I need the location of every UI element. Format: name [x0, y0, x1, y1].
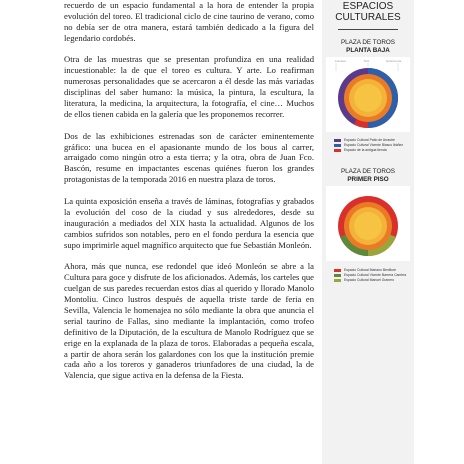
legend-label: Espacio de la antigua tienda	[344, 148, 387, 152]
paragraph-1: recuerdo de un espacio fundamental a la hora de entender la propia evolución del toreo. El tradicional ciclo de cine taurino de verano, como no debía ser de otra manera, estará también dedicado a la figura del legendario cordobés.	[64, 0, 314, 43]
sidebar-title-line2: CULTURALES	[335, 12, 401, 23]
plan-ground-floor	[326, 57, 410, 132]
panel-1-legend	[334, 138, 403, 153]
panel-2-title-line1: PLAZA DE TOROS	[340, 168, 395, 175]
panel-2-legend	[334, 268, 406, 283]
plan-first-floor	[326, 186, 410, 261]
legend-label: Espacio Cultural Vicente Barrera Cambra	[344, 273, 407, 277]
legend-item	[334, 278, 406, 283]
legend-label: Espacio Cultural Mariano Benlliure	[344, 268, 397, 272]
ruedo	[354, 212, 382, 240]
panel-2-title	[322, 168, 414, 183]
legend-label: Espacio Cultural Manuel Granero	[344, 278, 395, 282]
paragraph-4: La quinta exposición enseña a través de láminas, fotografías y grabados la evolución del coso de la ciudad y sus alrededores, desde su inauguración a mediados del XIX hasta la actualidad. Algunos de los cambios sufridos son notables, pero en el fondo perdura la esencia que supo imprimirle aquel magnífico arquitecto que fue Sebastián Monleón.	[64, 195, 314, 250]
tag-corrales: Corrales	[334, 59, 347, 63]
sidebar-title-line1: ESPACIOS	[342, 1, 394, 12]
paragraph-2: Otra de las muestras que se presentan profundiza en una realidad incuestionable: la de que el toreo es cultura. Y arte. Lo reafirman numerosas personalidades que se acercaron a él desde las más variadas disciplinas del saber humano: la música, la pintura, la escultura, la literatura, la medicina, la arquitectura, la fotografía, el cine… Muchos de ellos tienen cabida en la galería que les proponemos recorrer.	[64, 54, 314, 119]
article-body	[64, 0, 314, 392]
sidebar-title	[322, 1, 414, 30]
panel-1-title-line1: PLAZA DE TOROS	[340, 39, 395, 46]
legend-label: Espacio Cultural Vicente Blasco Ibáñez	[344, 143, 404, 147]
panel-1-tags	[326, 59, 410, 63]
panel-1-title-line2: PLANTA BAJA	[346, 46, 390, 54]
tag-toril: Toril	[363, 59, 369, 63]
legend-item	[334, 148, 403, 153]
ruedo	[354, 84, 382, 112]
divider	[338, 29, 398, 30]
legend-label: Espacio Cultural Patio de Arrastre	[344, 138, 395, 142]
panel-1-title	[322, 39, 414, 54]
panel-2-title-line2: PRIMER PISO	[347, 175, 389, 183]
sidebar-infographic	[322, 0, 414, 464]
panel-2-floorplan	[326, 186, 410, 261]
paragraph-5: Ahora, más que nunca, ese redondel que ideó Monleón se abre a la Cultura para goce y disfrute de los aficionados. Además, los carteles que cuelgan de sus paredes recuerdan estos días al querido y llorado Manolo Montoliu. Cinco lustros después de aquella triste tarde de feria en Sevilla, Valencia le homenajea no sólo mediante la obra que anuncia el serial taurino de Fallas, sino mediante la implantación, como trofeo definitivo de la Diputación, de la escultura de Manolo Rodríguez que se erige en la explanada de la plaza de toros. Elaboradas a pequeña escala, a partir de ahora serán los galardones con los que la institución premie cada año a los toreros y ganaderos triunfadores de una ciudad, la de Valencia, que sigue activa en la defensa de la Fiesta.	[64, 261, 314, 381]
panel-1-floorplan	[326, 57, 410, 132]
paragraph-3: Dos de las exhibiciones estrenadas son de carácter eminentemente gráfico: una bucea en el apasionante mundo de los bous al carrer, arraigado como ningún otro a esta tierra; y la otra, obra de Juan Fco. Bascón, resume en impactantes escenas quiénes fueron los grandes protagonistas de la temporada 2016 en nuestra plaza de toros.	[64, 130, 314, 185]
tag-enfermeria: Enfermería	[386, 59, 402, 63]
